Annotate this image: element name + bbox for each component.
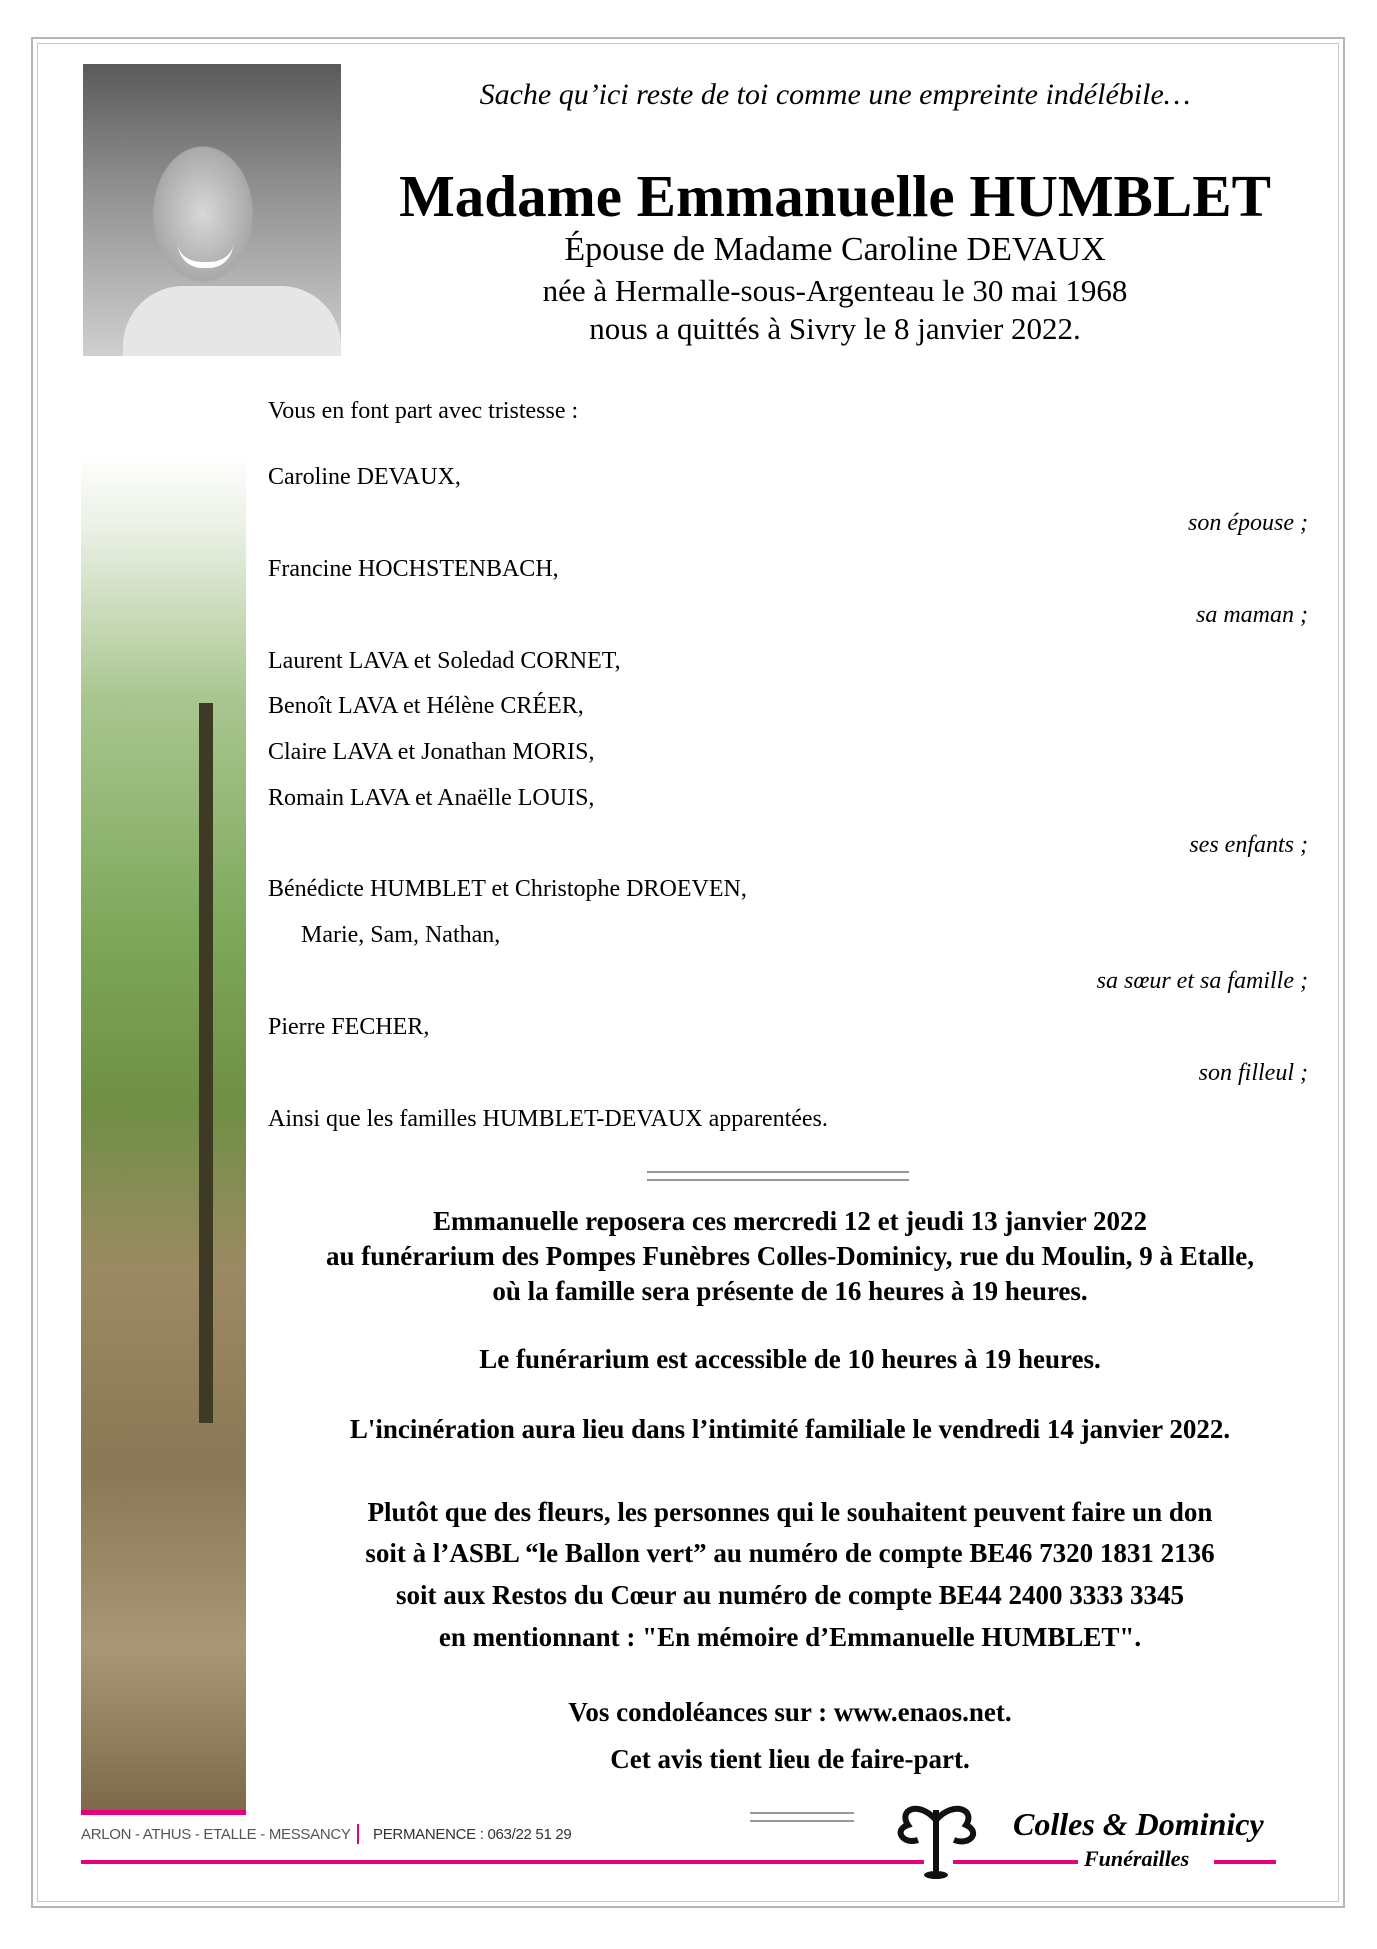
tree-logo-icon [888, 1790, 988, 1880]
info-line: où la famille sera présente de 16 heures à 19 heures. [492, 1276, 1088, 1306]
info-line: Emmanuelle reposera ces mercredi 12 et jeudi 13 janvier 2022 [432, 1206, 1148, 1236]
footer-pink-line [1214, 1860, 1276, 1864]
condolences-line: Vos condoléances sur : www.enaos.net. [568, 1697, 1012, 1727]
footer-locations: ARLON - ATHUS - ETALLE - MESSANCY [81, 1826, 351, 1843]
info-line: au funérarium des Pompes Funèbres Colles-Dominicy, rue du Moulin, 9 à Etalle, [325, 1241, 1255, 1271]
forest-path-image [81, 453, 246, 1810]
logo-sub: Funérailles [1084, 1846, 1190, 1871]
faire-part-line: Cet avis tient lieu de faire-part. [610, 1744, 970, 1774]
separator [647, 1171, 909, 1181]
family-relation: ses enfants ; [1189, 832, 1308, 858]
family-name: Caroline DEVAUX, [268, 464, 461, 490]
footer-permanence: PERMANENCE : 063/22 51 29 [373, 1826, 572, 1843]
info-line: soit à l’ASBL “le Ballon vert” au numéro de compte BE46 7320 1831 2136 [365, 1538, 1215, 1568]
family-name: Claire LAVA et Jonathan MORIS, [268, 739, 595, 765]
spouse-line: Épouse de Madame Caroline DEVAUX [564, 231, 1106, 268]
footer-separator [750, 1812, 854, 1822]
family-relation: sa sœur et sa famille ; [1096, 968, 1308, 994]
family-name: Marie, Sam, Nathan, [301, 922, 501, 948]
family-name: Romain LAVA et Anaëlle LOUIS, [268, 785, 595, 811]
family-relation: sa maman ; [1196, 602, 1308, 628]
family-name: Bénédicte HUMBLET et Christophe DROEVEN, [268, 876, 747, 902]
family-name: Benoît LAVA et Hélène CRÉER, [268, 693, 584, 719]
family-name: Laurent LAVA et Soledad CORNET, [268, 648, 621, 674]
family-relation: son filleul ; [1198, 1060, 1308, 1086]
deceased-name: Madame Emmanuelle HUMBLET [399, 163, 1271, 229]
family-relation: son épouse ; [1188, 510, 1308, 536]
footer-pink-line [81, 1860, 924, 1864]
quote: Sache qu’ici reste de toi comme une empreinte indélébile… [479, 78, 1191, 111]
footer-divider [357, 1824, 359, 1844]
family-name: Francine HOCHSTENBACH, [268, 556, 559, 582]
family-closing: Ainsi que les familles HUMBLET-DEVAUX apparentées. [268, 1106, 828, 1132]
info-line: Le funérarium est accessible de 10 heures à 19 heures. [479, 1344, 1101, 1374]
family-name: Pierre FECHER, [268, 1014, 430, 1040]
birth-line: née à Hermalle-sous-Argenteau le 30 mai 1968 [542, 273, 1128, 308]
logo-name: Colles & Dominicy [1013, 1806, 1264, 1842]
info-line: en mentionnant : "En mémoire d’Emmanuelle HUMBLET". [438, 1622, 1142, 1652]
info-line: L'incinération aura lieu dans l’intimité familiale le vendredi 14 janvier 2022. [349, 1414, 1231, 1444]
family-intro: Vous en font part avec tristesse : [268, 398, 579, 424]
death-line: nous a quittés à Sivry le 8 janvier 2022. [589, 311, 1081, 346]
info-line: Plutôt que des fleurs, les personnes qui le souhaitent peuvent faire un don [367, 1497, 1213, 1527]
info-line: soit aux Restos du Cœur au numéro de compte BE44 2400 3333 3345 [395, 1580, 1185, 1610]
